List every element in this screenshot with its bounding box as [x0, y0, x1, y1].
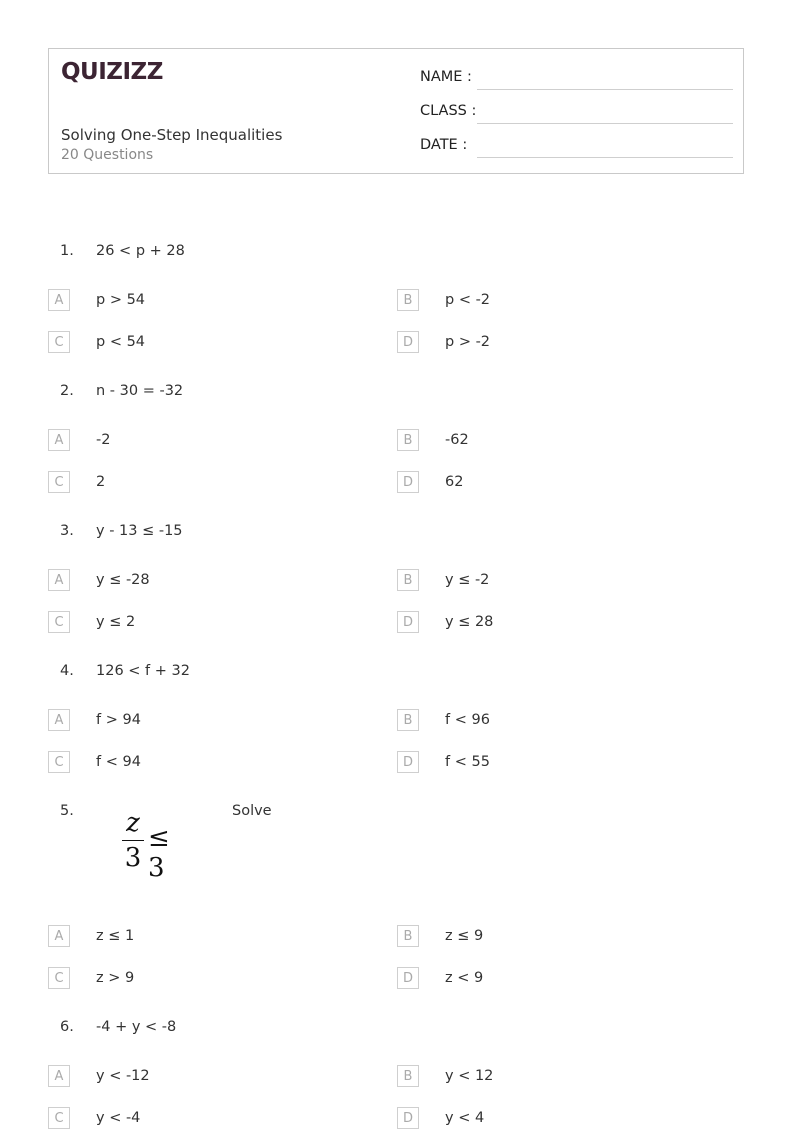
option-letter[interactable]: D [397, 967, 419, 989]
fraction [122, 808, 144, 873]
option-letter[interactable]: A [48, 429, 70, 451]
question-number: 2. [60, 383, 74, 399]
option-text: f < 96 [445, 712, 490, 728]
option-letter[interactable]: C [48, 1107, 70, 1129]
date-field[interactable] [477, 157, 733, 158]
option-letter[interactable]: B [397, 1065, 419, 1087]
option-letter[interactable]: D [397, 471, 419, 493]
option-text: y < -12 [96, 1068, 150, 1084]
option-text: y ≤ 2 [96, 614, 136, 630]
option-letter[interactable]: C [48, 471, 70, 493]
question-number: 3. [60, 523, 74, 539]
option-letter[interactable]: A [48, 569, 70, 591]
option-text: y ≤ 28 [445, 614, 494, 630]
option-text: 2 [96, 474, 106, 490]
option-letter[interactable]: C [48, 967, 70, 989]
class-field[interactable] [477, 123, 733, 124]
option-letter[interactable]: D [397, 611, 419, 633]
option-letter[interactable]: D [397, 1107, 419, 1129]
option-letter[interactable]: C [48, 611, 70, 633]
option-text: y ≤ -2 [445, 572, 490, 588]
quizizz-logo: QUIZIZZ [61, 59, 163, 85]
date-label: DATE : [420, 137, 468, 153]
fraction-numerator: z [126, 808, 140, 838]
option-text: 62 [445, 474, 464, 490]
option-letter[interactable]: C [48, 751, 70, 773]
option-text: y < -4 [96, 1110, 141, 1126]
option-text: y < 4 [445, 1110, 485, 1126]
worksheet-header [48, 48, 744, 174]
question-text: y - 13 ≤ -15 [96, 523, 183, 539]
question-count: 20 Questions [61, 147, 154, 163]
option-letter[interactable]: A [48, 925, 70, 947]
option-letter[interactable]: B [397, 429, 419, 451]
option-text: p < -2 [445, 292, 491, 308]
fraction-inequality [120, 808, 190, 883]
option-text: -62 [445, 432, 469, 448]
option-letter[interactable]: C [48, 331, 70, 353]
option-text: z ≤ 1 [96, 928, 135, 944]
option-text: z < 9 [445, 970, 484, 986]
fraction-bar [122, 840, 144, 841]
option-text: -2 [96, 432, 111, 448]
option-text: z ≤ 9 [445, 928, 484, 944]
question-text: n - 30 = -32 [96, 383, 184, 399]
option-text: f < 55 [445, 754, 490, 770]
option-letter[interactable]: B [397, 289, 419, 311]
option-letter[interactable]: B [397, 709, 419, 731]
question-number: 4. [60, 663, 74, 679]
name-label: NAME : [420, 69, 472, 85]
question-text: -4 + y < -8 [96, 1019, 177, 1035]
question-text: Solve [232, 803, 272, 819]
option-text: y < 12 [445, 1068, 494, 1084]
inequality-relation: ≤ 3 [148, 823, 170, 883]
option-letter[interactable]: B [397, 569, 419, 591]
fraction-denominator: 3 [124, 843, 142, 873]
option-letter[interactable]: A [48, 289, 70, 311]
option-text: z > 9 [96, 970, 135, 986]
option-text: f < 94 [96, 754, 141, 770]
option-text: p > -2 [445, 334, 491, 350]
option-letter[interactable]: D [397, 331, 419, 353]
option-text: f > 94 [96, 712, 141, 728]
question-text: 26 < p + 28 [96, 243, 185, 259]
class-label: CLASS : [420, 103, 477, 119]
option-letter[interactable]: A [48, 1065, 70, 1087]
name-field[interactable] [477, 89, 733, 90]
question-text: 126 < f + 32 [96, 663, 190, 679]
option-text: p > 54 [96, 292, 146, 308]
question-number: 6. [60, 1019, 74, 1035]
question-number: 1. [60, 243, 74, 259]
option-text: y ≤ -28 [96, 572, 150, 588]
option-letter[interactable]: B [397, 925, 419, 947]
question-number: 5. [60, 803, 74, 819]
option-letter[interactable]: D [397, 751, 419, 773]
option-text: p < 54 [96, 334, 146, 350]
option-letter[interactable]: A [48, 709, 70, 731]
worksheet-title: Solving One-Step Inequalities [61, 126, 283, 144]
